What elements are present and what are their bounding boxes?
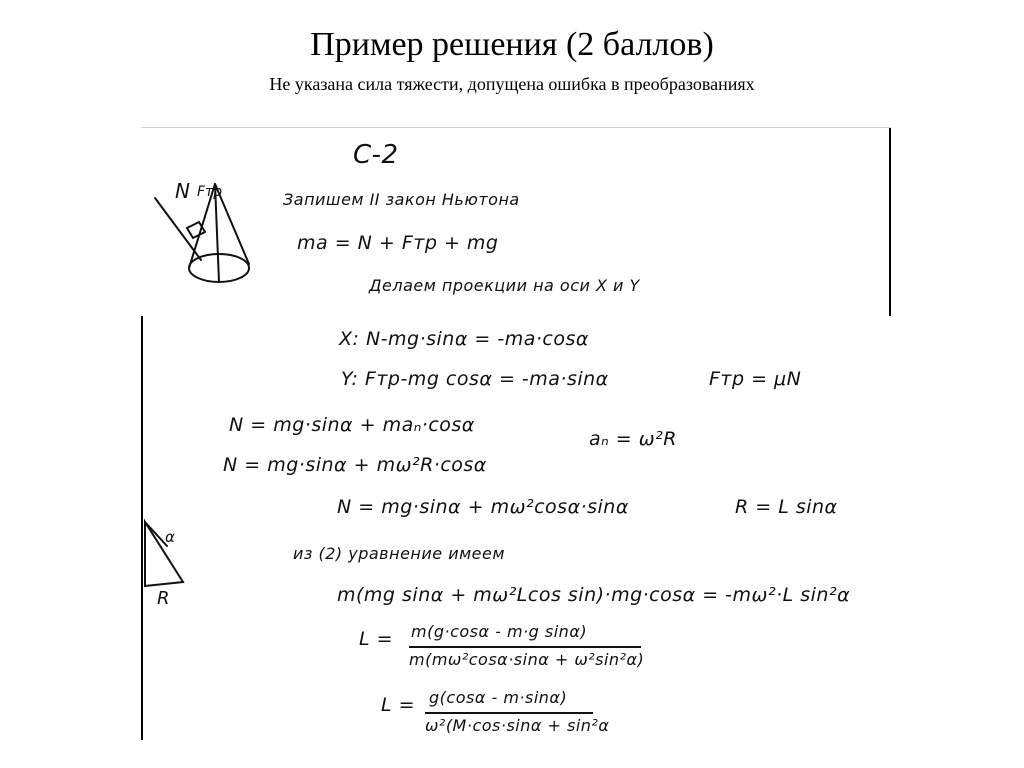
friction-formula: Fтр = μN (709, 368, 802, 390)
l-label-2: L = (381, 694, 416, 716)
l-denominator-1: m(mω²cosα·sinα + ω²sin²α) (409, 650, 645, 669)
scan-edge-line (889, 128, 891, 317)
slide-subtitle: Не указана сила тяжести, допущена ошибка в преобразованиях (269, 74, 755, 94)
equation-y: Y: Fтр-mg cosα = -ma·sinα (341, 368, 609, 390)
sketch-label-n: N (175, 179, 190, 203)
slide-title: Пример решения (2 баллов) (310, 26, 714, 63)
fraction-line-2 (425, 712, 593, 714)
cone-sketch (153, 176, 263, 286)
long-equation: m(mg sinα + mω²Lcos sin)·mg·cosα = -mω²·L sin²α (337, 584, 851, 606)
centripetal-accel: aₙ = ω²R (589, 428, 677, 450)
problem-id: C-2 (353, 140, 399, 170)
l-label-1: L = (359, 628, 394, 650)
l-numerator-1: m(g·cosα - m·g sinα) (411, 622, 588, 641)
from-equation-text: из (2) уравнение имеем (293, 544, 505, 563)
radius-formula: R = L sinα (735, 496, 838, 518)
scan-fragment-top (141, 127, 891, 317)
sketch-label-f: Fтр (197, 184, 223, 200)
normal-force-3: N = mg·sinα + mω²cosα·sinα (337, 496, 629, 518)
sketch-label-alpha: α (165, 528, 175, 546)
l-denominator-2: ω²(M·cos·sinα + sin²α (425, 716, 610, 735)
scan-fragment-bottom (141, 316, 901, 740)
projection-line: Делаем проекции на оси X и Y (369, 276, 640, 295)
equation-x: X: N-mg·sinα = -ma·cosα (339, 328, 589, 350)
newton-law-line: Запишем II закон Ньютона (283, 190, 520, 209)
l-numerator-2: g(cosα - m·sinα) (429, 688, 568, 707)
sketch-label-r: R (157, 588, 170, 609)
fraction-line-1 (409, 646, 641, 648)
triangle-sketch (141, 518, 201, 609)
vector-equation: ma = N + Fтр + mg (297, 232, 499, 254)
normal-force-2: N = mg·sinα + mω²R·cosα (223, 454, 487, 476)
normal-force-1: N = mg·sinα + maₙ·cosα (229, 414, 475, 436)
